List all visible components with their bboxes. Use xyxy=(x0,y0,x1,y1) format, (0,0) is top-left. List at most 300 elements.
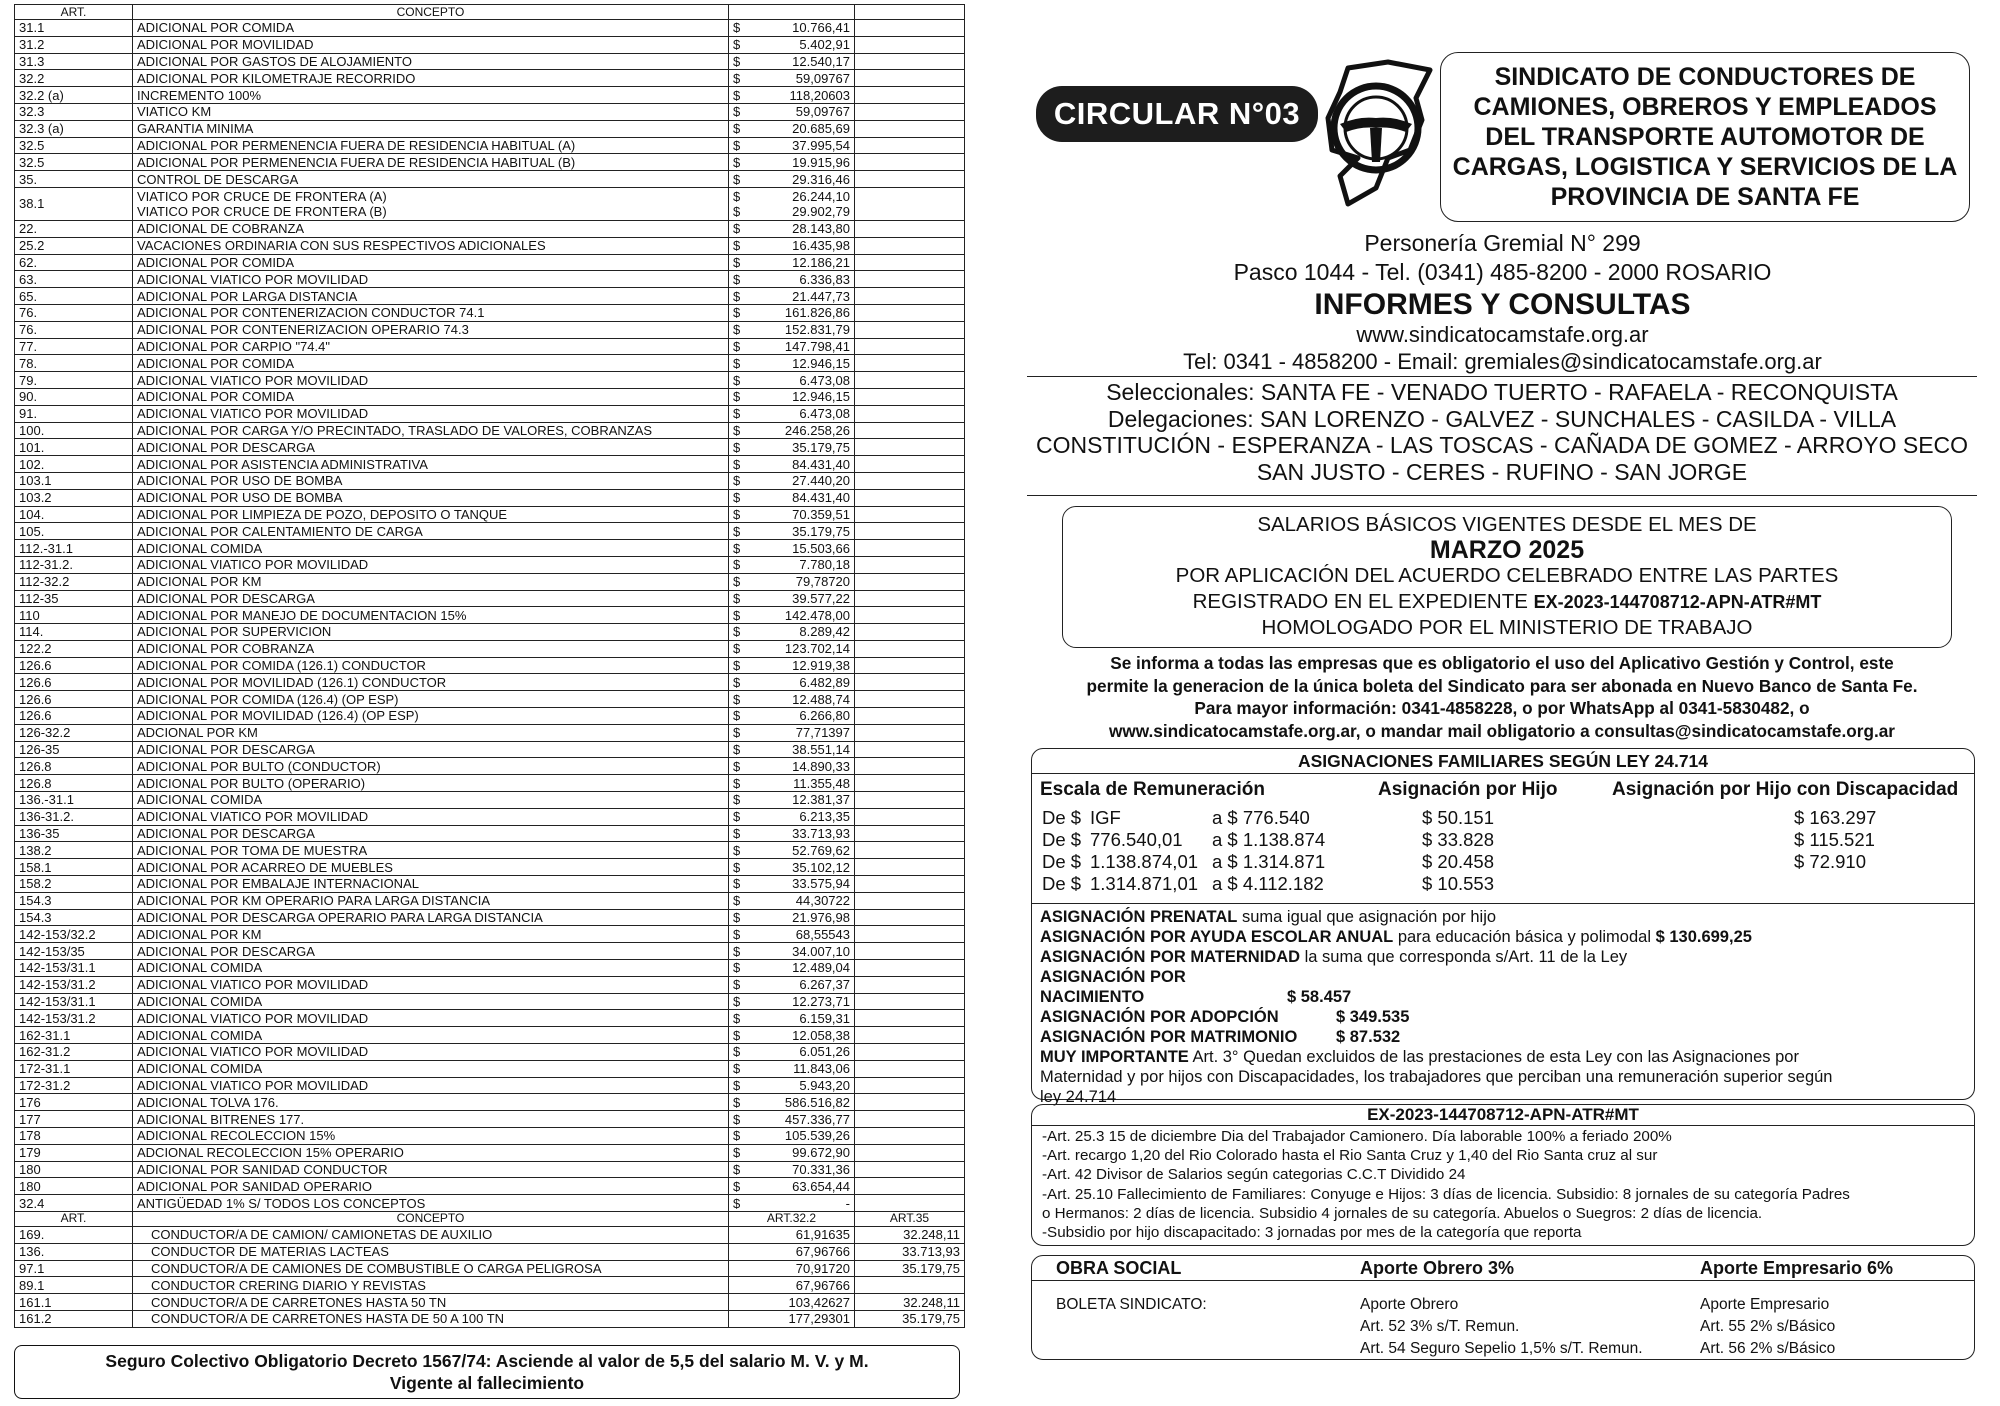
extra-cell xyxy=(855,657,965,674)
currency-cell xyxy=(729,1310,745,1327)
extra-cell xyxy=(855,624,965,641)
table-row xyxy=(15,590,965,607)
currency-cell: $ xyxy=(729,691,745,708)
extra-cell xyxy=(855,220,965,237)
art-cell: 112.-31.1 xyxy=(15,540,133,557)
seguro-line-1: Seguro Colectivo Obligatorio Decreto 1567/74: Asciende al valor de 5,5 del salario M. V. y M. xyxy=(105,1351,869,1371)
valor-cell: 70.359,51 xyxy=(745,506,855,523)
currency-cell: $ xyxy=(729,758,745,775)
valor-cell: 27.440,20 xyxy=(745,472,855,489)
seccionales-line: CONSTITUCIÓN - ESPERANZA - LAS TOSCAS - CAÑADA DE GOMEZ - ARROYO SECO xyxy=(1035,432,1969,458)
note-line: o Hermanos: 2 días de licencia. Subsidio 4 jornales de su categoría. Abuelos o Suegros: 2 días de licencia. xyxy=(1042,1204,1763,1222)
concepto-cell: CONDUCTOR/A DE CAMIONES DE COMBUSTIBLE O CARGA PELIGROSA xyxy=(133,1260,729,1277)
de-label: De $ xyxy=(1042,851,1082,872)
valor-cell: - xyxy=(745,1195,855,1212)
concepto-cell: ADICIONAL RECOLECCION 15% xyxy=(133,1128,729,1145)
currency-cell: $ xyxy=(729,590,745,607)
col-art-header: ART. xyxy=(15,5,133,20)
concepto-cell: ADCIONAL RECOLECCION 15% OPERARIO xyxy=(133,1144,729,1161)
art-cell: 126-32.2 xyxy=(15,724,133,741)
concepto-cell xyxy=(133,187,729,220)
currency-cell: $ xyxy=(729,859,745,876)
currency-cell: $ xyxy=(729,1195,745,1212)
currency-cell: $ xyxy=(729,120,745,137)
aplicativo-notice xyxy=(1027,652,1977,742)
table-row xyxy=(15,657,965,674)
concepto-cell: ADICIONAL POR COMIDA (126.4) (OP ESP) xyxy=(133,691,729,708)
table-row xyxy=(15,1010,965,1027)
currency-cell: $ xyxy=(729,523,745,540)
extra-cell xyxy=(855,1111,965,1128)
table-row xyxy=(15,741,965,758)
table-row xyxy=(15,674,965,691)
extra-cell xyxy=(855,825,965,842)
concepto-cell: ADICIONAL COMIDA xyxy=(133,1027,729,1044)
concepto-cell: ADICIONAL POR BULTO (OPERARIO) xyxy=(133,775,729,792)
art-cell: 31.2 xyxy=(15,36,133,53)
extra-cell xyxy=(855,372,965,389)
extra-cell xyxy=(855,892,965,909)
table-row xyxy=(15,154,965,171)
table-row xyxy=(15,1226,965,1243)
currency-cell xyxy=(729,1277,745,1294)
currency-cell: $ xyxy=(729,237,745,254)
concepto-cell: ADICIONAL POR ACARREO DE MUEBLES xyxy=(133,859,729,876)
valor-cell: 12.946,15 xyxy=(745,388,855,405)
table-row xyxy=(15,355,965,372)
concepto-cell: ADICIONAL COMIDA xyxy=(133,993,729,1010)
currency-cell: $ xyxy=(729,640,745,657)
art-cell: 126.6 xyxy=(15,691,133,708)
concepto-cell: ADCIONAL POR KM xyxy=(133,724,729,741)
extra-cell xyxy=(855,288,965,305)
table-row xyxy=(15,943,965,960)
art-cell: 154.3 xyxy=(15,909,133,926)
valor-cell: 14.890,33 xyxy=(745,758,855,775)
valor-cell: 6.473,08 xyxy=(745,405,855,422)
asignaciones-title: ASIGNACIONES FAMILIARES SEGÚN LEY 24.714 xyxy=(1032,749,1974,774)
note-line: -Subsidio por hijo discapacitado: 3 jornadas por mes de la categoría que reporta xyxy=(1042,1224,1582,1242)
table-row xyxy=(15,556,965,573)
notice-line: Para mayor información: 0341-4858228, o por WhatsApp al 0341-5830482, o xyxy=(1194,698,1810,718)
valor-cell: 105.539,26 xyxy=(745,1128,855,1145)
art-cell: 142-153/31.1 xyxy=(15,960,133,977)
currency-cell: $ xyxy=(729,388,745,405)
art-cell: 31.1 xyxy=(15,20,133,37)
art-cell: 32.5 xyxy=(15,154,133,171)
scale-to: a $ 1.138.874 xyxy=(1212,829,1326,850)
concepto-cell: ADICIONAL POR COMIDA xyxy=(133,388,729,405)
concepto-cell: ANTIGÜEDAD 1% S/ TODOS LOS CONCEPTOS xyxy=(133,1195,729,1212)
art-cell: 138.2 xyxy=(15,842,133,859)
extra-cell xyxy=(855,1195,965,1212)
currency-sign: $ xyxy=(733,188,741,204)
concepto-cell: ADICIONAL POR DESCARGA OPERARIO PARA LARGA DISTANCIA xyxy=(133,909,729,926)
valor-cell: 147.798,41 xyxy=(745,338,855,355)
extra-cell xyxy=(855,859,965,876)
art-cell: 114. xyxy=(15,624,133,641)
currency-cell: $ xyxy=(729,1161,745,1178)
extra-cell xyxy=(855,590,965,607)
notice-line: Se informa a todas las empresas que es obligatorio el uso del Aplicativo Gestión y Control, este xyxy=(1110,653,1894,673)
valor-cell: 11.843,06 xyxy=(745,1060,855,1077)
currency-cell xyxy=(729,187,745,220)
extra-cell xyxy=(855,120,965,137)
currency-cell: $ xyxy=(729,321,745,338)
valor-line: 26.244,10 xyxy=(792,188,850,204)
currency-cell: $ xyxy=(729,338,745,355)
currency-cell: $ xyxy=(729,724,745,741)
table-row xyxy=(15,1195,965,1212)
valor-cell: 123.702,14 xyxy=(745,640,855,657)
col-discapacidad-header: Asignación por Hijo con Discapacidad xyxy=(1612,779,1959,800)
union-line: CAMIONES, OBREROS Y EMPLEADOS xyxy=(1473,93,1937,121)
scale-to: a $ 776.540 xyxy=(1212,807,1310,828)
art-cell: 126.6 xyxy=(15,674,133,691)
valor-cell: 63.654,44 xyxy=(745,1178,855,1195)
obrero-line: Art. 54 Seguro Sepelio 1,5% s/T. Remun. xyxy=(1360,1340,1643,1357)
extra-cell xyxy=(855,976,965,993)
importante-line xyxy=(1040,1047,1965,1067)
salarios-line: SALARIOS BÁSICOS VIGENTES DESDE EL MES DE xyxy=(1257,513,1757,536)
de-label: De $ xyxy=(1042,807,1082,828)
table-row xyxy=(15,171,965,188)
table-row xyxy=(15,70,965,87)
table-row xyxy=(15,338,965,355)
table-row xyxy=(15,926,965,943)
table-row xyxy=(15,422,965,439)
table-row xyxy=(15,640,965,657)
currency-sign: $ xyxy=(733,203,741,219)
currency-cell: $ xyxy=(729,892,745,909)
aporte-obrero-title: Aporte Obrero 3% xyxy=(1360,1258,1515,1278)
currency-cell: $ xyxy=(729,1027,745,1044)
concepto-cell: ADICIONAL POR KM xyxy=(133,573,729,590)
obrero-line: Aporte Obrero xyxy=(1360,1296,1459,1313)
art-cell: 142-153/35 xyxy=(15,943,133,960)
extra-cell xyxy=(855,640,965,657)
extra-cell xyxy=(855,674,965,691)
table-row xyxy=(15,489,965,506)
prenatal-text: suma igual que asignación por hijo xyxy=(1237,908,1497,926)
adopcion-line xyxy=(1040,1007,1965,1027)
valor-line: 29.902,79 xyxy=(792,203,850,219)
steering-wheel-logo-icon xyxy=(1318,58,1438,208)
union-line: SINDICATO DE CONDUCTORES DE xyxy=(1494,63,1916,91)
seccionales-line: Seleccionales: SANTA FE - VENADO TUERTO - RAFAELA - RECONQUISTA xyxy=(1106,379,1898,405)
concepto-cell: ADICIONAL DE COBRANZA xyxy=(133,220,729,237)
valor-cell: 84.431,40 xyxy=(745,489,855,506)
divider xyxy=(1027,376,1977,377)
table-row xyxy=(15,506,965,523)
art-cell: 177 xyxy=(15,1111,133,1128)
escolar-line xyxy=(1040,927,1965,947)
concepto-cell: ADICIONAL POR DESCARGA xyxy=(133,943,729,960)
extra-cell xyxy=(855,758,965,775)
art-cell: 126.8 xyxy=(15,775,133,792)
table-row xyxy=(15,372,965,389)
asignaciones-familiares-box xyxy=(1031,748,1975,1106)
union-line: CARGAS, LOGISTICA Y SERVICIOS DE LA xyxy=(1452,153,1958,181)
art-cell: 158.1 xyxy=(15,859,133,876)
valor-cell: 59,09767 xyxy=(745,103,855,120)
currency-cell: $ xyxy=(729,405,745,422)
currency-cell: $ xyxy=(729,456,745,473)
concepto-cell: CONDUCTOR DE MATERIAS LACTEAS xyxy=(133,1243,729,1260)
col-extra-header xyxy=(855,5,965,20)
valor-cell: 10.766,41 xyxy=(745,20,855,37)
extra-cell xyxy=(855,691,965,708)
table-row xyxy=(15,708,965,725)
valor-cell: 12.381,37 xyxy=(745,792,855,809)
valor-cell: 11.355,48 xyxy=(745,775,855,792)
table-row xyxy=(15,53,965,70)
concepto-cell: ADICIONAL POR COMIDA xyxy=(133,355,729,372)
empresario-line: Art. 55 2% s/Básico xyxy=(1700,1318,1836,1335)
art-cell: 32.3 xyxy=(15,103,133,120)
extra-cell xyxy=(855,573,965,590)
concepto-cell: ADICIONAL POR PERMENENCIA FUERA DE RESIDENCIA HABITUAL (B) xyxy=(133,154,729,171)
art-cell: 126.6 xyxy=(15,708,133,725)
extra-cell xyxy=(855,20,965,37)
valor-cell: 12.058,38 xyxy=(745,1027,855,1044)
discapacidad-amount: $ 115.521 xyxy=(1794,829,1875,850)
currency-cell: $ xyxy=(729,926,745,943)
valor-cell: 59,09767 xyxy=(745,70,855,87)
divider xyxy=(1027,495,1977,496)
extra-cell xyxy=(855,792,965,809)
address-line: Pasco 1044 - Tel. (0341) 485-8200 - 2000 ROSARIO xyxy=(1233,259,1772,285)
currency-cell: $ xyxy=(729,53,745,70)
art-cell: 126-35 xyxy=(15,741,133,758)
art-cell: 103.1 xyxy=(15,472,133,489)
valor-cell: 12.186,21 xyxy=(745,254,855,271)
currency-cell: $ xyxy=(729,842,745,859)
asignaciones-list xyxy=(1040,907,1965,1107)
concepto-cell: ADICIONAL POR KM OPERARIO PARA LARGA DISTANCIA xyxy=(133,892,729,909)
valor-cell: 68,55543 xyxy=(745,926,855,943)
table-row xyxy=(15,1111,965,1128)
table-row xyxy=(15,20,965,37)
table-row xyxy=(15,909,965,926)
currency-cell: $ xyxy=(729,960,745,977)
valor-cell: 12.489,04 xyxy=(745,960,855,977)
discapacidad-amount: $ 72.910 xyxy=(1794,851,1867,872)
art-cell: 154.3 xyxy=(15,892,133,909)
art-cell: 179 xyxy=(15,1144,133,1161)
art322-cell: 103,42627 xyxy=(745,1294,855,1311)
currency-cell: $ xyxy=(729,1044,745,1061)
art-cell: 158.2 xyxy=(15,876,133,893)
concepto-cell: ADICIONAL POR COMIDA xyxy=(133,20,729,37)
extra-cell xyxy=(855,842,965,859)
currency-cell: $ xyxy=(729,1060,745,1077)
extra-cell xyxy=(855,472,965,489)
valor-cell: 29.316,46 xyxy=(745,171,855,188)
table-row xyxy=(15,304,965,321)
currency-cell: $ xyxy=(729,1128,745,1145)
valor-cell: 33.575,94 xyxy=(745,876,855,893)
concepto-cell: ADICIONAL POR KM xyxy=(133,926,729,943)
adicionales-table xyxy=(14,4,965,1212)
currency-cell: $ xyxy=(729,674,745,691)
valor-cell: 35.179,75 xyxy=(745,523,855,540)
valor-cell: 586.516,82 xyxy=(745,1094,855,1111)
table-row xyxy=(15,1161,965,1178)
valor-cell: 6.473,08 xyxy=(745,372,855,389)
art-cell: 172-31.1 xyxy=(15,1060,133,1077)
concepto-cell: ADICIONAL POR PERMENENCIA FUERA DE RESIDENCIA HABITUAL (A) xyxy=(133,137,729,154)
table-row xyxy=(15,187,965,220)
notice-line: permite la generacion de la única boleta del Sindicato para ser abonada en Nuevo Banco de Santa Fe. xyxy=(1086,675,1918,696)
currency-cell: $ xyxy=(729,1178,745,1195)
concepto-cell: VIATICO KM xyxy=(133,103,729,120)
currency-cell: $ xyxy=(729,741,745,758)
valor-cell: 34.007,10 xyxy=(745,943,855,960)
concepto-cell: ADICIONAL VIATICO POR MOVILIDAD xyxy=(133,1077,729,1094)
table-row xyxy=(15,120,965,137)
concepto-cell: ADICIONAL VIATICO POR MOVILIDAD xyxy=(133,808,729,825)
currency-cell: $ xyxy=(729,87,745,104)
concepto-cell: ADICIONAL POR COMIDA xyxy=(133,254,729,271)
concepto-cell: ADICIONAL POR CONTENERIZACION CONDUCTOR 74.1 xyxy=(133,304,729,321)
art-cell: 180 xyxy=(15,1161,133,1178)
valor-cell: 6.267,37 xyxy=(745,976,855,993)
table-row xyxy=(15,724,965,741)
art-cell: 76. xyxy=(15,304,133,321)
currency-cell xyxy=(729,1243,745,1260)
art322-cell: 70,91720 xyxy=(745,1260,855,1277)
extra-cell xyxy=(855,87,965,104)
concepto-cell: ADICIONAL POR MOVILIDAD (126.1) CONDUCTOR xyxy=(133,674,729,691)
conductores-header-row xyxy=(15,1211,965,1226)
table-row xyxy=(15,1294,965,1311)
art-cell: 142-153/32.2 xyxy=(15,926,133,943)
table-row xyxy=(15,624,965,641)
valor-cell: 6.159,31 xyxy=(745,1010,855,1027)
currency-cell xyxy=(729,1294,745,1311)
personeria-gremial: Personería Gremial N° 299 xyxy=(1364,230,1641,256)
table-row xyxy=(15,1128,965,1145)
salarios-prefix: REGISTRADO EN EL EXPEDIENTE xyxy=(1192,589,1534,613)
currency-cell: $ xyxy=(729,607,745,624)
art35-cell: 35.179,75 xyxy=(855,1260,965,1277)
art-cell: 161.2 xyxy=(15,1310,133,1327)
art-cell: 91. xyxy=(15,405,133,422)
extra-cell xyxy=(855,422,965,439)
concepto-cell: ADICIONAL COMIDA xyxy=(133,960,729,977)
art322-cell: 67,96766 xyxy=(745,1277,855,1294)
conductores-table xyxy=(14,1211,965,1328)
importante-line-3: ley 24.714 xyxy=(1040,1088,1117,1106)
art-cell: 76. xyxy=(15,321,133,338)
extra-cell xyxy=(855,53,965,70)
concepto-cell: ADICIONAL POR USO DE BOMBA xyxy=(133,489,729,506)
valor-cell: 19.915,96 xyxy=(745,154,855,171)
circular-number-badge: CIRCULAR N°03 xyxy=(1036,86,1318,142)
table-row xyxy=(15,573,965,590)
valor-cell: 6.336,83 xyxy=(745,271,855,288)
concepto-cell: ADICIONAL POR SANIDAD CONDUCTOR xyxy=(133,1161,729,1178)
seccionales-line: Delegaciones: SAN LORENZO - GALVEZ - SUNCHALES - CASILDA - VILLA xyxy=(1107,405,1897,432)
col-concepto-header: CONCEPTO xyxy=(133,5,729,20)
concepto-cell: ADICIONAL POR DESCARGA xyxy=(133,439,729,456)
art-cell: 105. xyxy=(15,523,133,540)
valor-cell: 118,20603 xyxy=(745,87,855,104)
concepto-cell: CONDUCTOR/A DE CARRETONES HASTA DE 50 A 100 TN xyxy=(133,1310,729,1327)
note-line: -Art. recargo 1,20 del Rio Colorado hasta el Rio Santa Cruz y 1,40 del Rio Santa cruz al sur xyxy=(1042,1147,1658,1165)
art-cell: 126.6 xyxy=(15,657,133,674)
concepto-cell: ADICIONAL POR SANIDAD OPERARIO xyxy=(133,1178,729,1195)
extra-cell xyxy=(855,103,965,120)
table-row xyxy=(15,1260,965,1277)
note-line: -Art. 25.10 Fallecimiento de Familiares: Conyuge e Hijos: 3 días de licencia. Subsidio: 8 jornales de su categoría Padres xyxy=(1042,1185,1850,1203)
de-label: De $ xyxy=(1042,829,1082,850)
art-cell: 38.1 xyxy=(15,187,133,220)
art-cell: 136.-31.1 xyxy=(15,792,133,809)
art35-cell xyxy=(855,1277,965,1294)
obrero-line: Art. 52 3% s/T. Remun. xyxy=(1360,1318,1520,1335)
art-cell: 25.2 xyxy=(15,237,133,254)
art-cell: 78. xyxy=(15,355,133,372)
valor-cell: 99.672,90 xyxy=(745,1144,855,1161)
currency-cell: $ xyxy=(729,288,745,305)
table-row xyxy=(15,220,965,237)
art322-cell: 67,96766 xyxy=(745,1243,855,1260)
valor-cell: 152.831,79 xyxy=(745,321,855,338)
boleta-sindicato-label: BOLETA SINDICATO: xyxy=(1056,1296,1207,1313)
table-row xyxy=(15,775,965,792)
extra-cell xyxy=(855,1060,965,1077)
concepto-cell: ADICIONAL POR LIMPIEZA DE POZO, DEPOSITO O TANQUE xyxy=(133,506,729,523)
adicionales-body xyxy=(15,20,965,1212)
adopcion-label: ASIGNACIÓN POR ADOPCIÓN xyxy=(1040,1008,1279,1026)
extra-cell xyxy=(855,1144,965,1161)
art-cell: 176 xyxy=(15,1094,133,1111)
art322-cell: 61,91635 xyxy=(745,1226,855,1243)
currency-cell: $ xyxy=(729,775,745,792)
concepto-cell: CONTROL DE DESCARGA xyxy=(133,171,729,188)
valor-cell: 6.213,35 xyxy=(745,808,855,825)
art-cell: 32.2 (a) xyxy=(15,87,133,104)
maternidad-label: ASIGNACIÓN POR MATERNIDAD xyxy=(1040,948,1301,966)
extra-cell xyxy=(855,338,965,355)
valor-cell: 28.143,80 xyxy=(745,220,855,237)
website-link[interactable]: www.sindicatocamstafe.org.ar xyxy=(1356,322,1649,347)
concepto-cell: ADICIONAL POR MANEJO DE DOCUMENTACION 15% xyxy=(133,607,729,624)
de-label: De $ xyxy=(1042,873,1082,894)
valor-cell: 15.503,66 xyxy=(745,540,855,557)
scale-from: 1.314.871,01 xyxy=(1090,873,1199,894)
prenatal-line xyxy=(1040,907,1965,927)
concepto-cell: ADICIONAL VIATICO POR MOVILIDAD xyxy=(133,976,729,993)
currency-cell: $ xyxy=(729,657,745,674)
concepto-cell: ADICIONAL POR CARPIO "74.4" xyxy=(133,338,729,355)
valor-cell: 77,71397 xyxy=(745,724,855,741)
expediente-title: EX-2023-144708712-APN-ATR#MT xyxy=(1032,1105,1974,1126)
art-cell: 172-31.2 xyxy=(15,1077,133,1094)
extra-cell xyxy=(855,321,965,338)
seguro-line-2: Vigente al fallecimiento xyxy=(389,1373,585,1393)
art-cell: 65. xyxy=(15,288,133,305)
left-page xyxy=(14,4,964,1328)
concepto-cell: ADICIONAL POR GASTOS DE ALOJAMIENTO xyxy=(133,53,729,70)
concepto-cell: ADICIONAL POR DESCARGA xyxy=(133,590,729,607)
t2-col-concepto-header: CONCEPTO xyxy=(133,1211,729,1226)
extra-cell xyxy=(855,1178,965,1195)
scale-row xyxy=(1032,873,1974,895)
valor-cell: 84.431,40 xyxy=(745,456,855,473)
